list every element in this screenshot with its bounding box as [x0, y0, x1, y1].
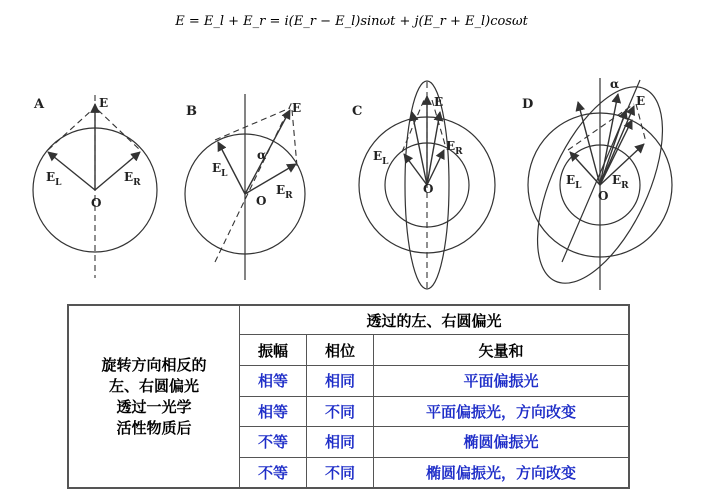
diagram-c-er-label: $E_R$	[446, 139, 463, 157]
diagram-b-e-label: E	[292, 101, 302, 115]
table-cell: 平面偏振光，方向改变	[374, 396, 629, 427]
table-cell: 不同	[307, 457, 374, 488]
diagram-a-e-label: E	[99, 96, 109, 110]
summary-table	[67, 304, 630, 489]
diagram-d-e-label: E	[636, 94, 646, 108]
diagram-a-o-label: O	[91, 196, 102, 210]
diagram-c-el-label: $E_L$	[373, 149, 389, 167]
diagram-a-label: A	[34, 97, 45, 112]
diagram-b-o-label: O	[256, 194, 267, 208]
column-header-amplitude: 振幅	[240, 335, 307, 366]
diagram-d	[512, 69, 689, 300]
diagram-c-e-label: E	[434, 95, 444, 109]
diagram-a-er-label: $E_R$	[124, 170, 141, 188]
table-cell: 椭圆偏振光	[374, 427, 629, 458]
diagram-c	[352, 81, 495, 290]
table-cell: 平面偏振光	[374, 366, 629, 397]
diagram-b	[185, 94, 305, 280]
column-header-vector-sum: 矢量和	[374, 335, 629, 366]
table-left-description: 旋转方向相反的 左、右圆偏光 透过一光学 活性物质后	[69, 306, 240, 488]
table-cell: 不等	[240, 427, 307, 458]
diagram-b-er-label: $E_R$	[276, 183, 293, 201]
diagram-b-label: B	[186, 104, 197, 119]
diagram-d-er-label: $E_R$	[612, 173, 629, 191]
diagram-a	[33, 95, 157, 278]
column-header-phase: 相位	[307, 335, 374, 366]
table-cell: 不同	[307, 396, 374, 427]
diagram-c-label: C	[352, 104, 363, 119]
table-group-header: 透过的左、右圆偏光	[240, 306, 629, 335]
diagram-d-el-label: $E_L$	[566, 173, 582, 191]
table-cell: 椭圆偏振光，方向改变	[374, 457, 629, 488]
diagram-a-el-label: $E_L$	[46, 170, 62, 188]
table-cell: 不等	[240, 457, 307, 488]
diagram-b-alpha-label: α	[257, 148, 267, 162]
diagram-d-o-label: O	[598, 189, 609, 203]
diagram-d-alpha-label: α	[610, 77, 620, 91]
table-cell: 相同	[307, 427, 374, 458]
diagram-c-o-label: O	[423, 182, 434, 196]
formula: E = E_l + E_r = i(E_r − E_l)sinωt + j(E_r + E_l)cosωt	[175, 14, 528, 29]
table-cell: 相同	[307, 366, 374, 397]
diagram-b-el-label: $E_L$	[212, 161, 228, 179]
table-cell: 相等	[240, 396, 307, 427]
table-cell: 相等	[240, 366, 307, 397]
diagram-d-label: D	[522, 97, 534, 112]
